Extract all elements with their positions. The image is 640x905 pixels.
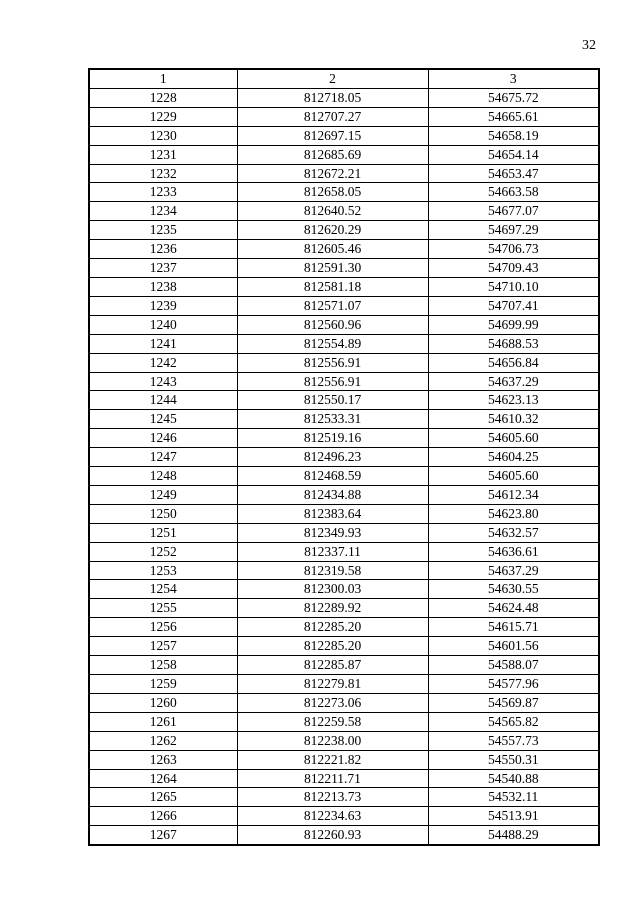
y-coordinate-cell: 54654.14 [428,145,599,164]
table-row [89,467,599,486]
table-row [89,334,599,353]
x-coordinate-cell: 812697.15 [237,126,428,145]
table-row [89,807,599,826]
y-coordinate-cell: 54577.96 [428,675,599,694]
point-number-cell: 1265 [89,788,237,807]
table-row [89,561,599,580]
x-coordinate-cell: 812591.30 [237,259,428,278]
x-coordinate-cell: 812560.96 [237,315,428,334]
x-coordinate-cell: 812640.52 [237,202,428,221]
table-row [89,126,599,145]
point-number-cell: 1236 [89,240,237,259]
y-coordinate-cell: 54513.91 [428,807,599,826]
table-row [89,599,599,618]
table-row [89,372,599,391]
column-header-3: 3 [428,69,599,88]
point-number-cell: 1239 [89,296,237,315]
y-coordinate-cell: 54706.73 [428,240,599,259]
x-coordinate-cell: 812337.11 [237,542,428,561]
y-coordinate-cell: 54540.88 [428,769,599,788]
table-row [89,656,599,675]
table-row [89,221,599,240]
table-row [89,675,599,694]
point-number-cell: 1242 [89,353,237,372]
point-number-cell: 1241 [89,334,237,353]
y-coordinate-cell: 54604.25 [428,448,599,467]
point-number-cell: 1230 [89,126,237,145]
x-coordinate-cell: 812273.06 [237,693,428,712]
y-coordinate-cell: 54630.55 [428,580,599,599]
y-coordinate-cell: 54697.29 [428,221,599,240]
y-coordinate-cell: 54653.47 [428,164,599,183]
table-row [89,429,599,448]
point-number-cell: 1266 [89,807,237,826]
table-row [89,315,599,334]
table-row [89,259,599,278]
x-coordinate-cell: 812238.00 [237,731,428,750]
x-coordinate-cell: 812605.46 [237,240,428,259]
point-number-cell: 1237 [89,259,237,278]
x-coordinate-cell: 812259.58 [237,712,428,731]
table-row [89,485,599,504]
y-coordinate-cell: 54488.29 [428,826,599,845]
table-row [89,750,599,769]
point-number-cell: 1253 [89,561,237,580]
point-number-cell: 1245 [89,410,237,429]
point-number-cell: 1243 [89,372,237,391]
point-number-cell: 1231 [89,145,237,164]
y-coordinate-cell: 54677.07 [428,202,599,221]
y-coordinate-cell: 54636.61 [428,542,599,561]
y-coordinate-cell: 54637.29 [428,561,599,580]
y-coordinate-cell: 54665.61 [428,107,599,126]
y-coordinate-cell: 54565.82 [428,712,599,731]
point-number-cell: 1256 [89,618,237,637]
y-coordinate-cell: 54624.48 [428,599,599,618]
point-number-cell: 1228 [89,88,237,107]
x-coordinate-cell: 812556.91 [237,372,428,391]
point-number-cell: 1249 [89,485,237,504]
point-number-cell: 1229 [89,107,237,126]
table-row [89,731,599,750]
point-number-cell: 1258 [89,656,237,675]
x-coordinate-cell: 812556.91 [237,353,428,372]
x-coordinate-cell: 812658.05 [237,183,428,202]
table-row [89,618,599,637]
point-number-cell: 1240 [89,315,237,334]
point-number-cell: 1252 [89,542,237,561]
y-coordinate-cell: 54709.43 [428,259,599,278]
x-coordinate-cell: 812468.59 [237,467,428,486]
y-coordinate-cell: 54658.19 [428,126,599,145]
point-number-cell: 1232 [89,164,237,183]
x-coordinate-cell: 812554.89 [237,334,428,353]
table-row [89,523,599,542]
table-row [89,296,599,315]
y-coordinate-cell: 54605.60 [428,429,599,448]
x-coordinate-cell: 812221.82 [237,750,428,769]
table-row [89,826,599,845]
x-coordinate-cell: 812581.18 [237,277,428,296]
point-number-cell: 1247 [89,448,237,467]
y-coordinate-cell: 54656.84 [428,353,599,372]
table-row [89,353,599,372]
y-coordinate-cell: 54707.41 [428,296,599,315]
y-coordinate-cell: 54675.72 [428,88,599,107]
point-number-cell: 1257 [89,637,237,656]
x-coordinate-cell: 812211.71 [237,769,428,788]
y-coordinate-cell: 54699.99 [428,315,599,334]
x-coordinate-cell: 812718.05 [237,88,428,107]
table-row [89,88,599,107]
table-row [89,712,599,731]
x-coordinate-cell: 812285.20 [237,618,428,637]
x-coordinate-cell: 812260.93 [237,826,428,845]
x-coordinate-cell: 812234.63 [237,807,428,826]
point-number-cell: 1235 [89,221,237,240]
x-coordinate-cell: 812213.73 [237,788,428,807]
y-coordinate-cell: 54632.57 [428,523,599,542]
x-coordinate-cell: 812519.16 [237,429,428,448]
y-coordinate-cell: 54532.11 [428,788,599,807]
y-coordinate-cell: 54615.71 [428,618,599,637]
point-number-cell: 1248 [89,467,237,486]
table-row [89,202,599,221]
point-number-cell: 1233 [89,183,237,202]
x-coordinate-cell: 812383.64 [237,504,428,523]
point-number-cell: 1238 [89,277,237,296]
table-row [89,145,599,164]
column-header-2: 2 [237,69,428,88]
point-number-cell: 1255 [89,599,237,618]
x-coordinate-cell: 812707.27 [237,107,428,126]
y-coordinate-cell: 54663.58 [428,183,599,202]
table-row [89,410,599,429]
point-number-cell: 1261 [89,712,237,731]
y-coordinate-cell: 54688.53 [428,334,599,353]
table-row [89,240,599,259]
table-row [89,637,599,656]
y-coordinate-cell: 54569.87 [428,693,599,712]
x-coordinate-cell: 812349.93 [237,523,428,542]
table-header-row [89,69,599,88]
point-number-cell: 1254 [89,580,237,599]
y-coordinate-cell: 54637.29 [428,372,599,391]
point-number-cell: 1234 [89,202,237,221]
table-row [89,542,599,561]
table-row [89,788,599,807]
page-number: 32 [582,38,596,53]
table-row [89,391,599,410]
x-coordinate-cell: 812550.17 [237,391,428,410]
table-row [89,769,599,788]
table-body [89,88,599,845]
y-coordinate-cell: 54623.80 [428,504,599,523]
x-coordinate-cell: 812279.81 [237,675,428,694]
y-coordinate-cell: 54610.32 [428,410,599,429]
y-coordinate-cell: 54588.07 [428,656,599,675]
point-number-cell: 1259 [89,675,237,694]
y-coordinate-cell: 54623.13 [428,391,599,410]
x-coordinate-cell: 812285.20 [237,637,428,656]
x-coordinate-cell: 812285.87 [237,656,428,675]
y-coordinate-cell: 54605.60 [428,467,599,486]
y-coordinate-cell: 54601.56 [428,637,599,656]
y-coordinate-cell: 54557.73 [428,731,599,750]
x-coordinate-cell: 812571.07 [237,296,428,315]
coordinates-table [88,68,600,846]
point-number-cell: 1244 [89,391,237,410]
y-coordinate-cell: 54612.34 [428,485,599,504]
table-row [89,693,599,712]
point-number-cell: 1262 [89,731,237,750]
x-coordinate-cell: 812672.21 [237,164,428,183]
table-row [89,277,599,296]
x-coordinate-cell: 812533.31 [237,410,428,429]
table-row [89,580,599,599]
point-number-cell: 1264 [89,769,237,788]
point-number-cell: 1250 [89,504,237,523]
point-number-cell: 1267 [89,826,237,845]
point-number-cell: 1251 [89,523,237,542]
table-row [89,164,599,183]
x-coordinate-cell: 812319.58 [237,561,428,580]
x-coordinate-cell: 812434.88 [237,485,428,504]
x-coordinate-cell: 812685.69 [237,145,428,164]
x-coordinate-cell: 812300.03 [237,580,428,599]
table-row [89,448,599,467]
table-row [89,504,599,523]
y-coordinate-cell: 54710.10 [428,277,599,296]
column-header-1: 1 [89,69,237,88]
x-coordinate-cell: 812289.92 [237,599,428,618]
point-number-cell: 1246 [89,429,237,448]
x-coordinate-cell: 812496.23 [237,448,428,467]
table-row [89,107,599,126]
point-number-cell: 1263 [89,750,237,769]
table-row [89,183,599,202]
x-coordinate-cell: 812620.29 [237,221,428,240]
y-coordinate-cell: 54550.31 [428,750,599,769]
point-number-cell: 1260 [89,693,237,712]
